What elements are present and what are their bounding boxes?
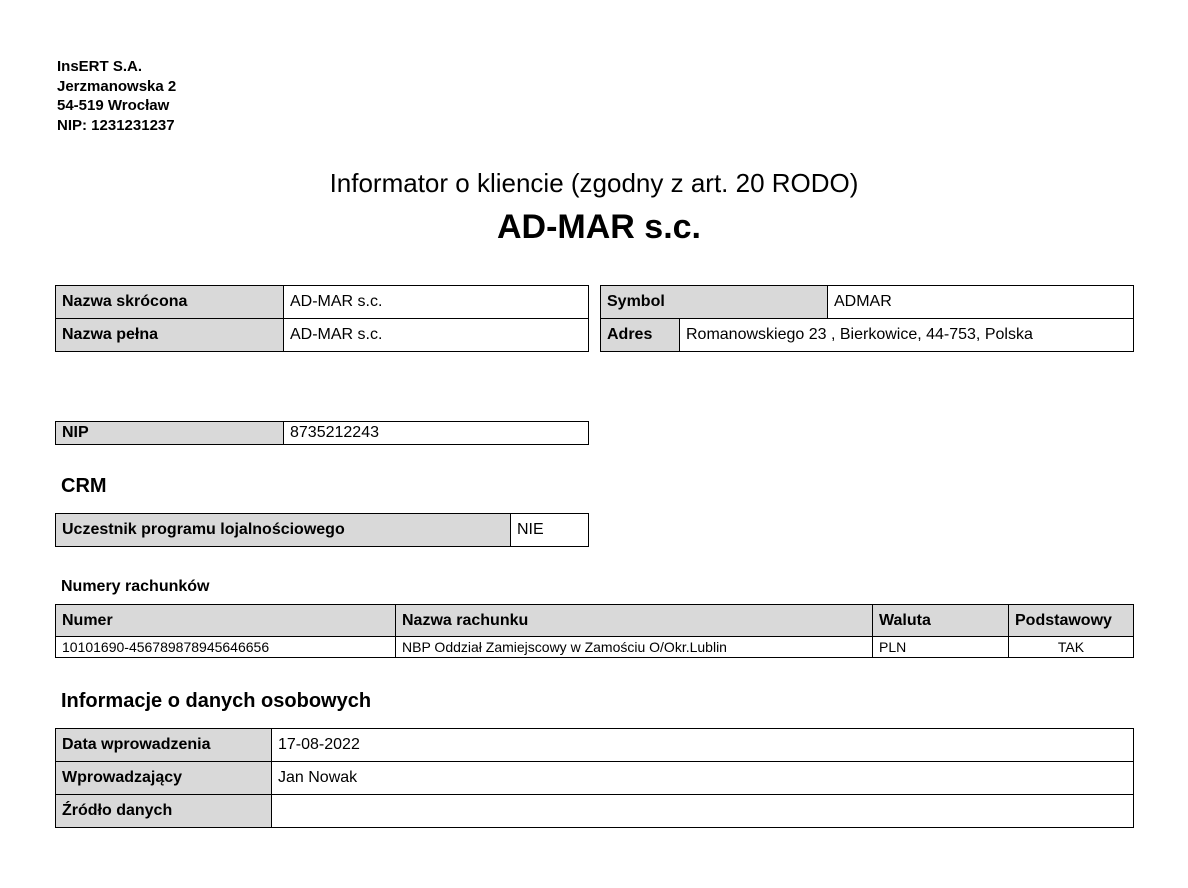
entered-by-label: Wprowadzający	[56, 762, 272, 795]
symbol-table	[600, 285, 1134, 319]
entry-date-value: 17-08-2022	[272, 729, 1134, 762]
short-name-label: Nazwa skrócona	[56, 286, 284, 319]
table-header-row	[56, 605, 1134, 637]
crm-heading: CRM	[61, 475, 107, 497]
account-currency: PLN	[873, 637, 1009, 658]
client-name-heading: AD-MAR s.c.	[496, 208, 702, 246]
column-header-primary: Podstawowy	[1009, 605, 1134, 637]
full-name-label: Nazwa pełna	[56, 319, 284, 352]
address-label: Adres	[601, 319, 680, 352]
company-name: InsERT S.A.	[57, 58, 143, 75]
full-name-value: AD-MAR s.c.	[284, 319, 589, 352]
company-street: Jerzmanowska 2	[57, 77, 177, 95]
company-address-block	[57, 57, 176, 135]
crm-table	[55, 513, 589, 547]
account-number: 10101690-456789878945646656	[56, 637, 396, 658]
table-row	[56, 795, 1134, 828]
company-city: 54-519 Wrocław	[57, 97, 170, 114]
table-row	[56, 514, 589, 547]
symbol-value: ADMAR	[828, 286, 1134, 319]
symbol-label: Symbol	[601, 286, 828, 319]
entered-by-value: Jan Nowak	[272, 762, 1134, 795]
company-nip: NIP: 1231231237	[57, 116, 175, 134]
personal-data-heading: Informacje o danych osobowych	[61, 690, 372, 712]
document-title: Informator o kliencie (zgodny z art. 20 RODO)	[329, 168, 859, 198]
address-table	[600, 318, 1134, 352]
accounts-table	[55, 604, 1134, 658]
entry-date-label: Data wprowadzenia	[56, 729, 272, 762]
table-row	[56, 637, 1134, 658]
basic-info-left-table	[55, 285, 589, 352]
address-value: Romanowskiego 23 , Bierkowice, 44-753, Polska	[680, 319, 1134, 352]
loyalty-program-label: Uczestnik programu lojalnościowego	[56, 514, 511, 547]
data-source-label: Źródło danych	[56, 795, 272, 828]
table-row	[56, 286, 589, 319]
table-row	[601, 319, 1134, 352]
table-row	[601, 286, 1134, 319]
table-row	[56, 319, 589, 352]
table-row	[56, 762, 1134, 795]
data-source-value	[272, 795, 1134, 828]
column-header-account-name: Nazwa rachunku	[396, 605, 873, 637]
column-header-number: Numer	[56, 605, 396, 637]
nip-label: NIP	[56, 422, 284, 445]
personal-data-table	[55, 728, 1134, 828]
nip-table	[55, 421, 589, 445]
column-header-currency: Waluta	[873, 605, 1009, 637]
table-row	[56, 729, 1134, 762]
accounts-heading: Numery rachunków	[61, 578, 210, 595]
short-name-value: AD-MAR s.c.	[284, 286, 589, 319]
account-primary: TAK	[1009, 637, 1134, 658]
table-row	[56, 422, 589, 445]
account-name: NBP Oddział Zamiejscowy w Zamościu O/Okr.Lublin	[396, 637, 873, 658]
nip-value: 8735212243	[284, 422, 589, 445]
loyalty-program-value: NIE	[511, 514, 589, 547]
